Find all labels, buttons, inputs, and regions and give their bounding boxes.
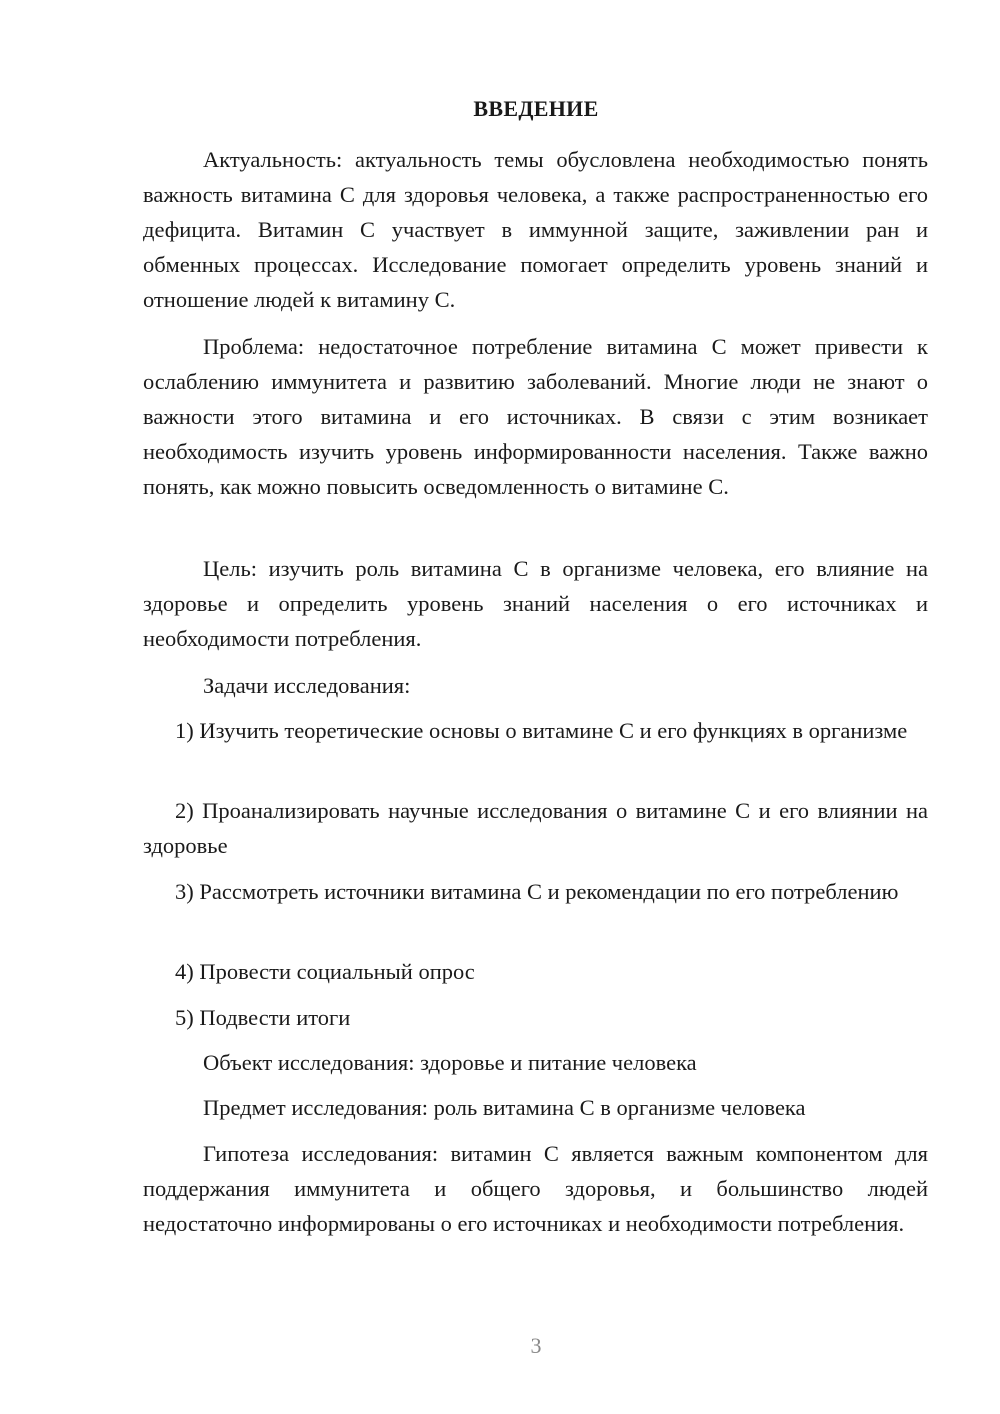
task-item-3: 3) Рассмотреть источники витамина С и рекомендации по его потреблению xyxy=(175,879,899,904)
goal-paragraph: Цель: изучить роль витамина С в организме человека, его влияние на здоровье и определить уровень знаний населения о его источниках и необходимости потребления. xyxy=(143,556,928,651)
problem-paragraph: Проблема: недостаточное потребление витамина С может привести к ослаблению иммунитета и развитию заболеваний. Многие люди не знают о важности этого витамина и его источниках. В связи с этим возникает необходимость изучить уровень информированности населения. Также важно понять, как можно повысить осведомленность о витамине С. xyxy=(143,334,928,499)
tasks-heading: Задачи исследования: xyxy=(203,673,411,698)
section-title: ВВЕДЕНИЕ xyxy=(473,96,599,121)
task-item-4: 4) Провести социальный опрос xyxy=(175,959,475,984)
object-paragraph: Объект исследования: здоровье и питание человека xyxy=(203,1050,697,1075)
subject-paragraph: Предмет исследования: роль витамина С в организме человека xyxy=(203,1095,806,1120)
task-item-1: 1) Изучить теоретические основы о витамине С и его функциях в организме xyxy=(175,718,908,743)
task-item-2: 2) Проанализировать научные исследования о витамине С и его влиянии на здоровье xyxy=(143,798,928,858)
hypothesis-paragraph: Гипотеза исследования: витамин С является важным компонентом для поддержания иммунитета и общего здоровья, и большинство людей недостаточно информированы о его источниках и необходимости потребления. xyxy=(143,1141,928,1236)
relevance-paragraph: Актуальность: актуальность темы обусловлена необходимостью понять важность витамина С для здоровья человека, а также распространенностью его дефицита. Витамин С участвует в иммунной защите, заживлении ран и обменных процессах. Исследование помогает определить уровень знаний и отношение людей к витамину С. xyxy=(143,147,928,312)
page-number: 3 xyxy=(530,1333,542,1358)
task-item-5: 5) Подвести итоги xyxy=(175,1005,351,1030)
